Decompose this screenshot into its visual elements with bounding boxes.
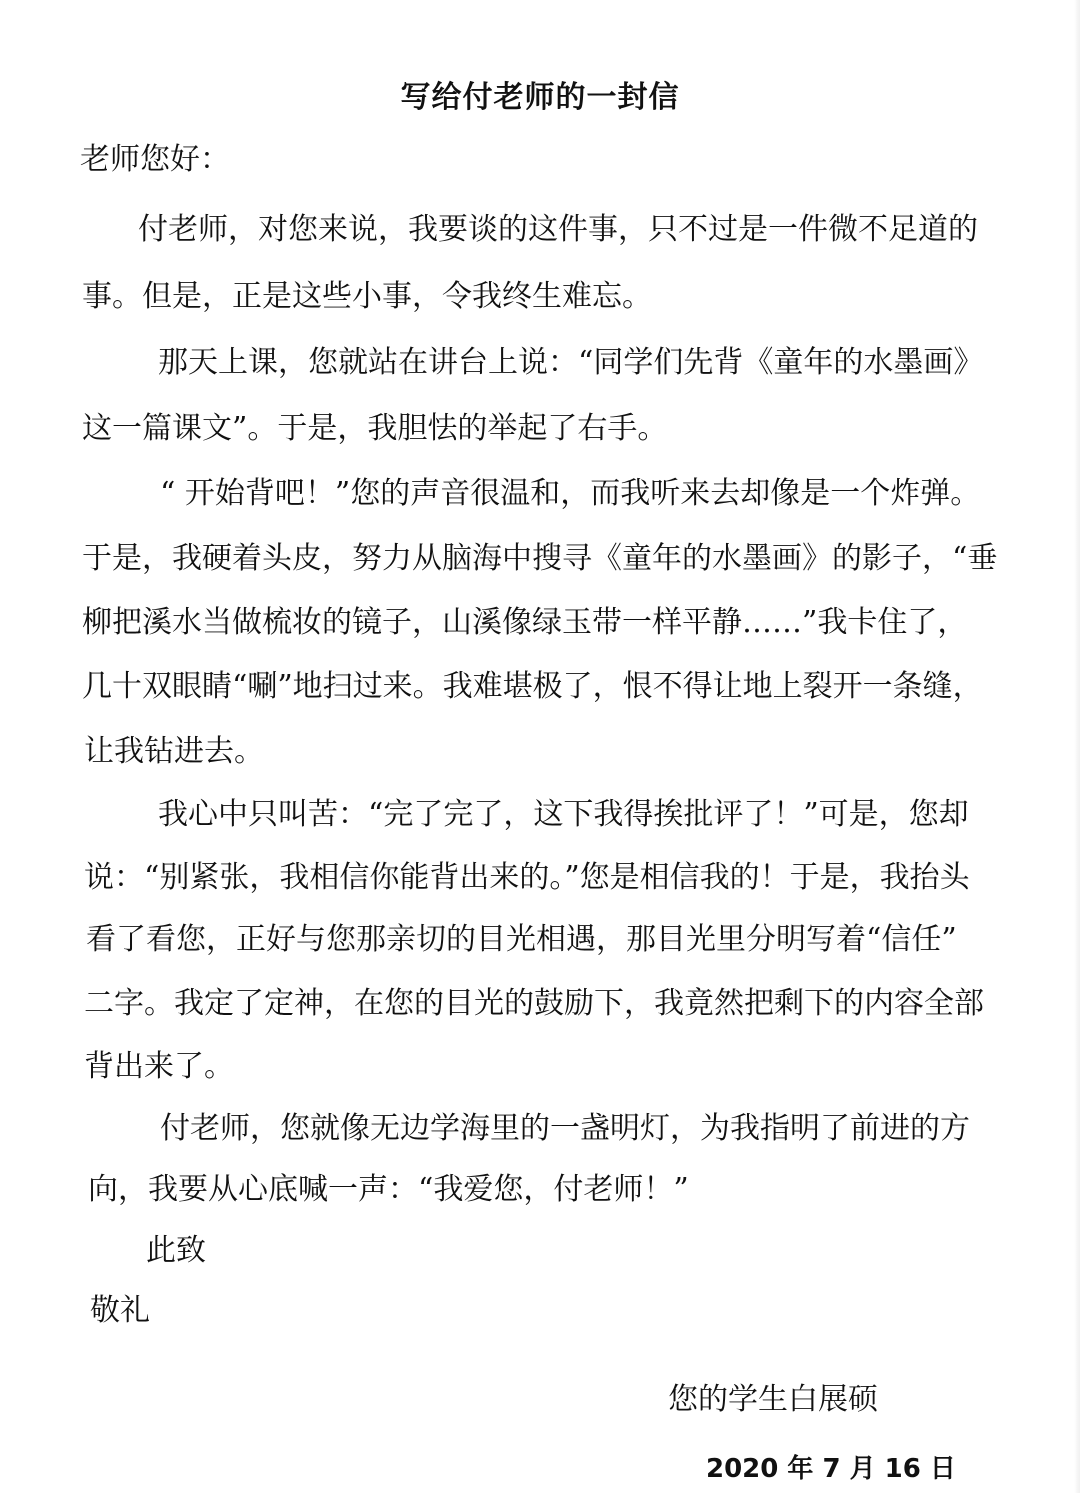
paragraph-3-line-1: “ 开始背吧！”您的声音很温和，而我听来去却像是一个炸弹。 (160, 476, 981, 511)
scan-edge-shadow (1074, 0, 1080, 1493)
paragraph-4-line-3: 看了看您，正好与您那亲切的目光相遇，那目光里分明写着“信任” (86, 922, 957, 957)
paragraph-5-line-1: 付老师，您就像无边学海里的一盏明灯，为我指明了前进的方 (160, 1111, 970, 1146)
greeting: 老师您好： (80, 142, 230, 177)
paragraph-3-line-4: 几十双眼睛“唰”地扫过来。我难堪极了，恨不得让地上裂开一条缝， (82, 669, 983, 704)
paragraph-5-line-2: 向，我要从心底喊一声：“我爱您，付老师！” (88, 1172, 689, 1207)
paragraph-4-line-2: 说：“别紧张，我相信你能背出来的。”您是相信我的！于是，我抬头 (84, 860, 970, 895)
paragraph-3-line-2: 于是，我硬着头皮，努力从脑海中搜寻《童年的水墨画》的影子，“垂 (82, 541, 998, 576)
paragraph-4-line-5: 背出来了。 (84, 1049, 234, 1084)
paragraph-3-line-5: 让我钻进去。 (84, 734, 264, 769)
closing-cizhi: 此致 (146, 1233, 206, 1268)
paragraph-1-line-2: 事。但是，正是这些小事，令我终生难忘。 (82, 279, 652, 314)
closing-jingli: 敬礼 (90, 1293, 150, 1328)
letter-date: 2020 年 7 月 16 日 (706, 1454, 956, 1484)
paragraph-1-line-1: 付老师，对您来说，我要谈的这件事，只不过是一件微不足道的 (138, 212, 978, 247)
signature: 您的学生白展硕 (668, 1382, 878, 1417)
paragraph-4-line-1: 我心中只叫苦：“完了完了，这下我得挨批评了！”可是，您却 (158, 797, 969, 832)
letter-title: 写给付老师的一封信 (400, 80, 680, 115)
paragraph-2-line-2: 这一篇课文”。于是，我胆怯的举起了右手。 (82, 411, 668, 446)
paragraph-3-line-3: 柳把溪水当做梳妆的镜子，山溪像绿玉带一样平静……”我卡住了， (82, 605, 968, 640)
paragraph-4-line-4: 二字。我定了定神，在您的目光的鼓励下，我竟然把剩下的内容全部 (84, 986, 984, 1021)
paragraph-2-line-1: 那天上课，您就站在讲台上说：“同学们先背《童年的水墨画》 (158, 345, 984, 380)
